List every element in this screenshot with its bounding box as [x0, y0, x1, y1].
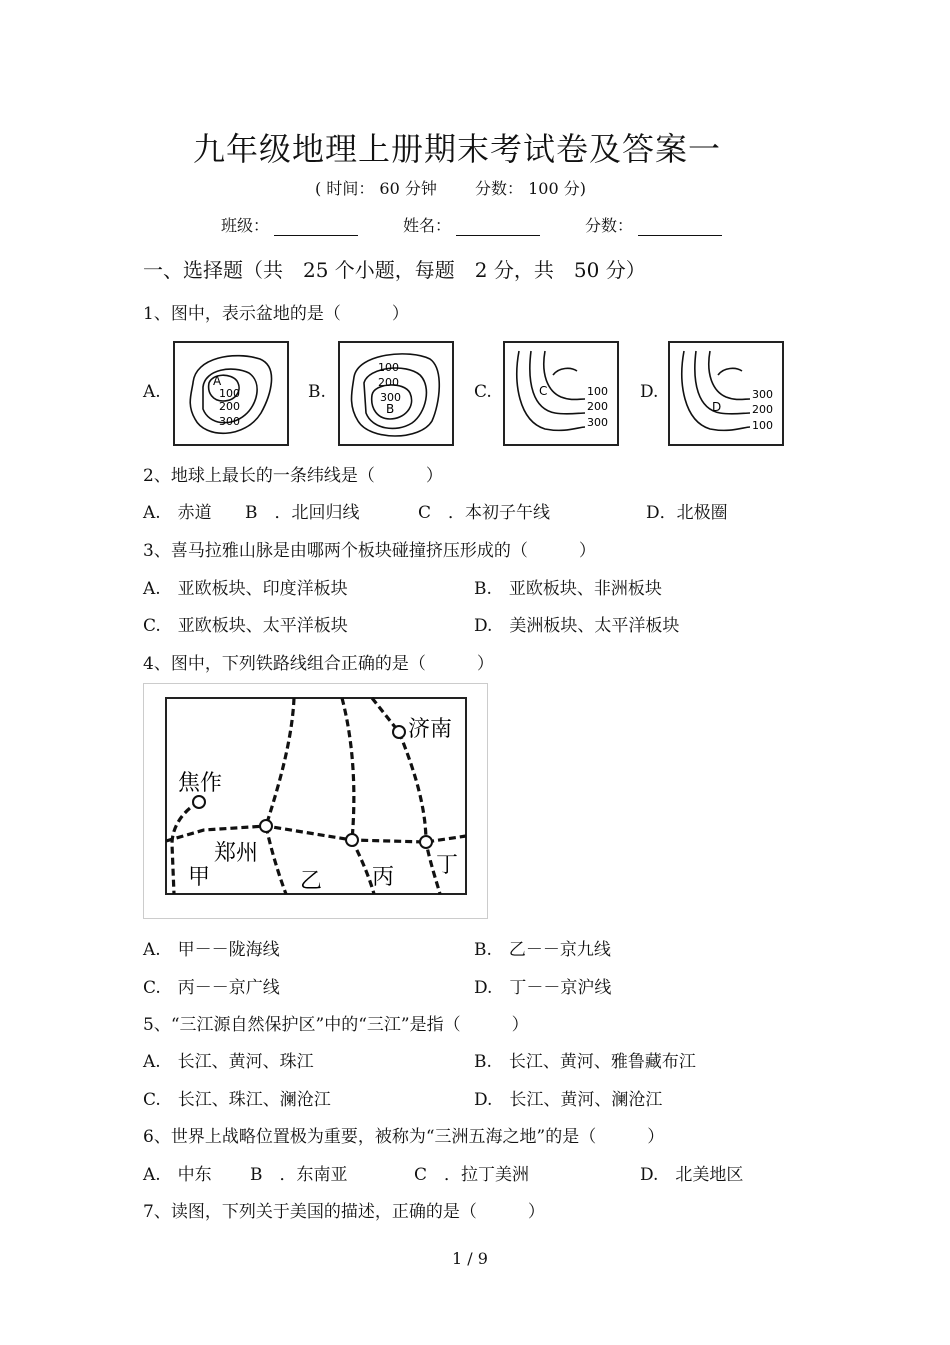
page-number: 1 / 9 [452, 1249, 488, 1268]
q1-label-d: D. [640, 382, 659, 402]
q5-stem: 5、“三江源自然保护区”中的“三江”是指（ ） [143, 1015, 529, 1035]
name-blank[interactable] [456, 219, 540, 236]
q1-label-a: A. [143, 382, 161, 402]
fig-d-v3: 100 [752, 419, 773, 432]
q5-option-d[interactable]: D. 长江、黄河、澜沧江 [474, 1090, 663, 1110]
q4-option-a[interactable]: A. 甲－－陇海线 [143, 940, 280, 960]
fig-c-v3: 300 [587, 416, 608, 429]
q3-stem: 3、喜马拉雅山脉是由哪两个板块碰撞挤压形成的（ ） [143, 541, 596, 561]
q4-option-b[interactable]: B. 乙－－京九线 [474, 940, 611, 960]
label-jinan: 济南 [408, 717, 453, 742]
q3-option-b[interactable]: B. 亚欧板块、非洲板块 [474, 579, 662, 599]
score-label: 分数： [585, 216, 634, 235]
q1-stem: 1、图中，表示盆地的是（ ） [143, 304, 409, 324]
class-blank[interactable] [274, 219, 358, 236]
name-label: 姓名： [403, 216, 452, 235]
label-jia: 甲 [188, 865, 211, 890]
fig-d-v2: 200 [752, 403, 773, 416]
fig-b-v3: 300 [380, 391, 401, 404]
fig-a-v2: 200 [219, 400, 240, 413]
page-title: 九年级地理上册期末考试卷及答案一 [193, 130, 722, 168]
q3-option-c[interactable]: C. 亚欧板块、太平洋板块 [143, 616, 348, 636]
fig-b-v1: 100 [378, 361, 399, 374]
label-ding: 丁 [436, 853, 459, 878]
railway-map [143, 683, 488, 919]
fig-a-v1: 100 [219, 387, 240, 400]
fig-d-letter: D [712, 400, 722, 414]
q3-option-a[interactable]: A. 亚欧板块、印度洋板块 [143, 579, 348, 599]
q1-label-b: B. [308, 382, 326, 402]
q6-stem: 6、世界上战略位置极为重要，被称为“三洲五海之地”的是（ ） [143, 1127, 665, 1147]
q2-option-c[interactable]: C ．本初子午线 [418, 503, 551, 523]
q1-label-c: C. [474, 382, 492, 402]
q4-option-c[interactable]: C. 丙－－京广线 [143, 978, 280, 998]
label-zhengzhou: 郑州 [214, 841, 259, 866]
q5-option-a[interactable]: A. 长江、黄河、珠江 [143, 1052, 314, 1072]
name-field [403, 213, 540, 236]
q2-option-d[interactable]: D．北极圈 [646, 503, 728, 523]
contour-map-c [503, 341, 619, 446]
q6-option-d[interactable]: D. 北美地区 [640, 1165, 744, 1185]
contour-map-d [668, 341, 784, 446]
q6-option-c[interactable]: C ．拉丁美洲 [414, 1165, 530, 1185]
q2-option-b[interactable]: B ．北回归线 [245, 503, 360, 523]
q5-option-c[interactable]: C. 长江、珠江、澜沧江 [143, 1090, 331, 1110]
q4-stem: 4、图中，下列铁路线组合正确的是（ ） [143, 654, 494, 674]
exam-time: ( 时间： 60 分钟 [315, 179, 437, 198]
fig-d-v1: 300 [752, 388, 773, 401]
q6-option-b[interactable]: B ．东南亚 [250, 1165, 348, 1185]
class-label: 班级： [221, 216, 270, 235]
q2-option-a[interactable]: A. 赤道 [143, 503, 212, 523]
label-bing: 丙 [372, 865, 395, 890]
fig-c-v1: 100 [587, 385, 608, 398]
contour-map-a [173, 341, 289, 446]
q6-option-a[interactable]: A. 中东 [143, 1165, 212, 1185]
q4-option-d[interactable]: D. 丁－－京沪线 [474, 978, 612, 998]
label-jiaozuo: 焦作 [178, 771, 223, 796]
q7-stem: 7、读图，下列关于美国的描述，正确的是（ ） [143, 1202, 545, 1222]
fig-b-letter: B [386, 402, 395, 416]
score-blank[interactable] [638, 219, 722, 236]
class-field [221, 213, 358, 236]
fig-c-letter: C [539, 384, 548, 398]
label-yi: 乙 [300, 869, 323, 894]
fig-a-letter: A [213, 374, 222, 388]
contour-map-b [338, 341, 454, 446]
exam-total-score: 分数： 100 分) [475, 179, 586, 198]
q5-option-b[interactable]: B. 长江、黄河、雅鲁藏布江 [474, 1052, 696, 1072]
fig-c-v2: 200 [587, 400, 608, 413]
q3-option-d[interactable]: D. 美洲板块、太平洋板块 [474, 616, 680, 636]
q2-stem: 2、地球上最长的一条纬线是（ ） [143, 466, 443, 486]
fig-a-v3: 300 [219, 415, 240, 428]
fig-b-v2: 200 [378, 376, 399, 389]
section-heading: 一、选择题（共 25 个小题，每题 2 分，共 50 分） [143, 258, 646, 282]
score-field [585, 213, 722, 236]
